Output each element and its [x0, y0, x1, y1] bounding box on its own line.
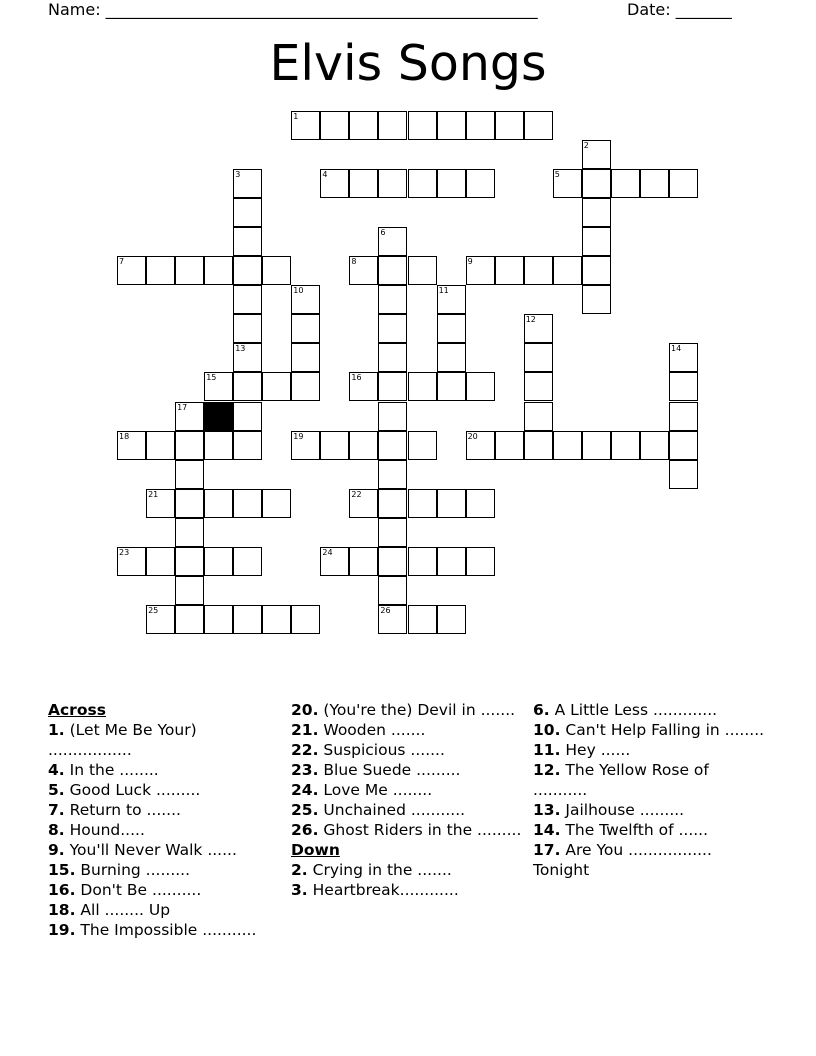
clue-down-3: 3. Heartbreak............ [291, 881, 459, 899]
clue-number: 22 [351, 489, 362, 499]
grid-cell[interactable] [204, 256, 233, 285]
grid-cell[interactable] [175, 518, 204, 547]
grid-cell[interactable] [378, 372, 407, 401]
grid-cell[interactable] [466, 431, 495, 460]
grid-cell[interactable] [378, 518, 407, 547]
grid-cell[interactable] [378, 314, 407, 343]
grid-cell[interactable] [582, 431, 611, 460]
clue-number: 25 [148, 605, 159, 615]
grid-cell[interactable] [408, 431, 437, 460]
grid-cell[interactable] [669, 372, 698, 401]
grid-cell[interactable] [378, 343, 407, 372]
grid-cell[interactable] [437, 343, 466, 372]
grid-cell[interactable] [117, 547, 146, 576]
clue-across-23: 23. Blue Suede ......... [291, 761, 461, 779]
grid-cell[interactable] [466, 169, 495, 198]
grid-cell[interactable] [233, 431, 262, 460]
clue-across-21: 21. Wooden ....... [291, 721, 426, 739]
grid-cell[interactable] [553, 256, 582, 285]
clue-number: 11 [438, 286, 449, 296]
grid-cell[interactable] [437, 605, 466, 634]
grid-cell[interactable] [378, 169, 407, 198]
grid-cell[interactable] [408, 489, 437, 518]
grid-cell[interactable] [233, 169, 262, 198]
grid-cell[interactable] [175, 489, 204, 518]
grid-cell[interactable] [553, 431, 582, 460]
clue-number: 13 [235, 344, 246, 354]
grid-cell[interactable] [378, 605, 407, 634]
grid-cell[interactable] [669, 402, 698, 431]
grid-cell[interactable] [378, 576, 407, 605]
grid-cell[interactable] [233, 489, 262, 518]
grid-cell[interactable] [437, 285, 466, 314]
grid-cell[interactable] [582, 198, 611, 227]
clue-number: 4 [322, 170, 328, 180]
name-field-label: Name: ______________________________________________________ [48, 0, 538, 19]
grid-cell[interactable] [378, 547, 407, 576]
grid-cell[interactable] [146, 431, 175, 460]
grid-cell[interactable] [291, 111, 320, 140]
grid-cell[interactable] [320, 111, 349, 140]
clue-across-20: 20. (You're the) Devil in ....... [291, 701, 516, 719]
grid-cell[interactable] [175, 547, 204, 576]
clue-across-18: 18. All ........ Up [48, 901, 171, 919]
clue-down-13: 13. Jailhouse ......... [533, 801, 685, 819]
grid-cell[interactable] [466, 256, 495, 285]
grid-cell[interactable] [437, 111, 466, 140]
clue-number: 18 [119, 431, 130, 441]
page-title: Elvis Songs [269, 35, 547, 92]
grid-cell[interactable] [349, 256, 378, 285]
clue-number: 23 [119, 547, 130, 557]
clue-across-15: 15. Burning ......... [48, 861, 191, 879]
clue-down-6: 6. A Little Less ............. [533, 701, 718, 719]
grid-cell[interactable] [524, 402, 553, 431]
clues-column-1 [48, 700, 280, 940]
clue-across-24: 24. Love Me ........ [291, 781, 433, 799]
grid-cell[interactable] [204, 372, 233, 401]
clue-across-9: 9. You'll Never Walk ...... [48, 841, 237, 859]
grid-cell[interactable] [117, 256, 146, 285]
grid-cell[interactable] [611, 431, 640, 460]
grid-cell[interactable] [117, 431, 146, 460]
grid-cell[interactable] [233, 372, 262, 401]
clue-across-4: 4. In the ........ [48, 761, 159, 779]
grid-cell[interactable] [233, 285, 262, 314]
grid-cell[interactable] [408, 111, 437, 140]
clue-number: 8 [351, 257, 357, 267]
clue-number: 20 [467, 431, 478, 441]
grid-cell[interactable] [204, 547, 233, 576]
clue-across-7: 7. Return to ....... [48, 801, 181, 819]
grid-cell[interactable] [233, 198, 262, 227]
grid-cell[interactable] [378, 402, 407, 431]
grid-cell[interactable] [378, 285, 407, 314]
clue-across-26: 26. Ghost Riders in the ......... [291, 821, 522, 839]
grid-cell[interactable] [408, 372, 437, 401]
grid-cell[interactable] [495, 256, 524, 285]
grid-cell[interactable] [349, 547, 378, 576]
grid-cell[interactable] [146, 256, 175, 285]
grid-cell[interactable] [437, 489, 466, 518]
grid-cell[interactable] [524, 256, 553, 285]
grid-cell[interactable] [349, 431, 378, 460]
grid-cell[interactable] [233, 547, 262, 576]
clue-down-12: 12. The Yellow Rose of ........... [533, 761, 709, 799]
grid-cell[interactable] [466, 547, 495, 576]
grid-cell[interactable] [233, 314, 262, 343]
grid-cell[interactable] [262, 489, 291, 518]
grid-cell[interactable] [291, 431, 320, 460]
grid-cell[interactable] [175, 605, 204, 634]
grid-cell[interactable] [582, 256, 611, 285]
clue-down-10: 10. Can't Help Falling in ........ [533, 721, 765, 739]
grid-cell[interactable] [262, 605, 291, 634]
grid-cell[interactable] [291, 372, 320, 401]
clues-column-2 [291, 700, 523, 900]
clue-number: 6 [380, 228, 386, 238]
grid-cell[interactable] [349, 489, 378, 518]
clue-number: 21 [148, 489, 159, 499]
grid-cell[interactable] [233, 402, 262, 431]
grid-cell[interactable] [408, 605, 437, 634]
grid-cell[interactable] [262, 372, 291, 401]
black-square [204, 402, 233, 431]
grid-cell[interactable] [466, 372, 495, 401]
grid-cell[interactable] [466, 111, 495, 140]
grid-cell[interactable] [611, 169, 640, 198]
grid-cell[interactable] [669, 460, 698, 489]
clue-across-1: 1. (Let Me Be Your) ................. [48, 721, 197, 759]
grid-cell[interactable] [640, 169, 669, 198]
grid-cell[interactable] [233, 605, 262, 634]
grid-cell[interactable] [378, 111, 407, 140]
grid-cell[interactable] [378, 227, 407, 256]
grid-cell[interactable] [175, 431, 204, 460]
grid-cell[interactable] [175, 460, 204, 489]
clue-number: 16 [351, 373, 362, 383]
clue-down-17: 17. Are You ................. Tonight [533, 841, 712, 879]
grid-cell[interactable] [320, 547, 349, 576]
grid-cell[interactable] [175, 576, 204, 605]
grid-cell[interactable] [378, 256, 407, 285]
clue-number: 17 [177, 402, 188, 412]
grid-cell[interactable] [320, 431, 349, 460]
clue-down-2: 2. Crying in the ....... [291, 861, 452, 879]
date-field-label: Date: _______ [627, 0, 732, 19]
grid-cell[interactable] [408, 547, 437, 576]
grid-cell[interactable] [669, 343, 698, 372]
clue-number: 26 [380, 605, 391, 615]
grid-cell[interactable] [378, 431, 407, 460]
clue-down-14: 14. The Twelfth of ...... [533, 821, 709, 839]
grid-cell[interactable] [669, 431, 698, 460]
clue-number: 9 [467, 257, 473, 267]
grid-cell[interactable] [378, 460, 407, 489]
clue-across-25: 25. Unchained ........... [291, 801, 466, 819]
grid-cell[interactable] [233, 227, 262, 256]
grid-cell[interactable] [582, 140, 611, 169]
clue-number: 10 [293, 286, 304, 296]
across-heading: Across [48, 701, 106, 719]
grid-cell[interactable] [349, 169, 378, 198]
grid-cell[interactable] [146, 489, 175, 518]
clue-across-5: 5. Good Luck ......... [48, 781, 201, 799]
clue-number: 3 [235, 170, 241, 180]
grid-cell[interactable] [437, 372, 466, 401]
grid-cell[interactable] [524, 372, 553, 401]
grid-cell[interactable] [582, 227, 611, 256]
down-heading: Down [291, 841, 340, 859]
grid-cell[interactable] [175, 402, 204, 431]
clue-number: 5 [554, 170, 560, 180]
grid-cell[interactable] [204, 605, 233, 634]
grid-cell[interactable] [291, 314, 320, 343]
grid-cell[interactable] [437, 314, 466, 343]
grid-cell[interactable] [204, 431, 233, 460]
grid-cell[interactable] [640, 431, 669, 460]
grid-cell[interactable] [233, 343, 262, 372]
grid-cell[interactable] [204, 489, 233, 518]
grid-cell[interactable] [408, 169, 437, 198]
grid-cell[interactable] [437, 169, 466, 198]
clue-across-22: 22. Suspicious ....... [291, 741, 445, 759]
grid-cell[interactable] [291, 343, 320, 372]
clues-column-3 [533, 700, 765, 880]
clue-across-16: 16. Don't Be .......... [48, 881, 202, 899]
grid-cell[interactable] [466, 489, 495, 518]
grid-cell[interactable] [669, 169, 698, 198]
grid-cell[interactable] [495, 111, 524, 140]
grid-cell[interactable] [349, 111, 378, 140]
grid-cell[interactable] [291, 285, 320, 314]
grid-cell[interactable] [495, 431, 524, 460]
grid-cell[interactable] [553, 169, 582, 198]
clue-number: 12 [525, 315, 536, 325]
grid-cell[interactable] [378, 489, 407, 518]
clue-number: 1 [293, 112, 299, 121]
grid-cell[interactable] [582, 285, 611, 314]
clue-down-11: 11. Hey ...... [533, 741, 631, 759]
clue-number: 7 [119, 257, 125, 267]
clue-number: 15 [206, 373, 217, 383]
grid-cell[interactable] [291, 605, 320, 634]
grid-cell[interactable] [582, 169, 611, 198]
grid-cell[interactable] [233, 256, 262, 285]
clue-across-19: 19. The Impossible ........... [48, 921, 257, 939]
grid-cell[interactable] [524, 431, 553, 460]
clue-number: 2 [583, 141, 589, 151]
grid-cell[interactable] [524, 314, 553, 343]
clue-number: 19 [293, 431, 304, 441]
grid-cell[interactable] [262, 256, 291, 285]
clue-number: 14 [671, 344, 682, 354]
grid-cell[interactable] [437, 547, 466, 576]
grid-cell[interactable] [524, 111, 553, 140]
grid-cell[interactable] [175, 256, 204, 285]
grid-cell[interactable] [146, 605, 175, 634]
grid-cell[interactable] [146, 547, 175, 576]
grid-cell[interactable] [524, 343, 553, 372]
grid-cell[interactable] [408, 256, 437, 285]
grid-cell[interactable] [320, 169, 349, 198]
grid-cell[interactable] [349, 372, 378, 401]
clue-across-8: 8. Hound..... [48, 821, 145, 839]
clue-number: 24 [322, 547, 333, 557]
